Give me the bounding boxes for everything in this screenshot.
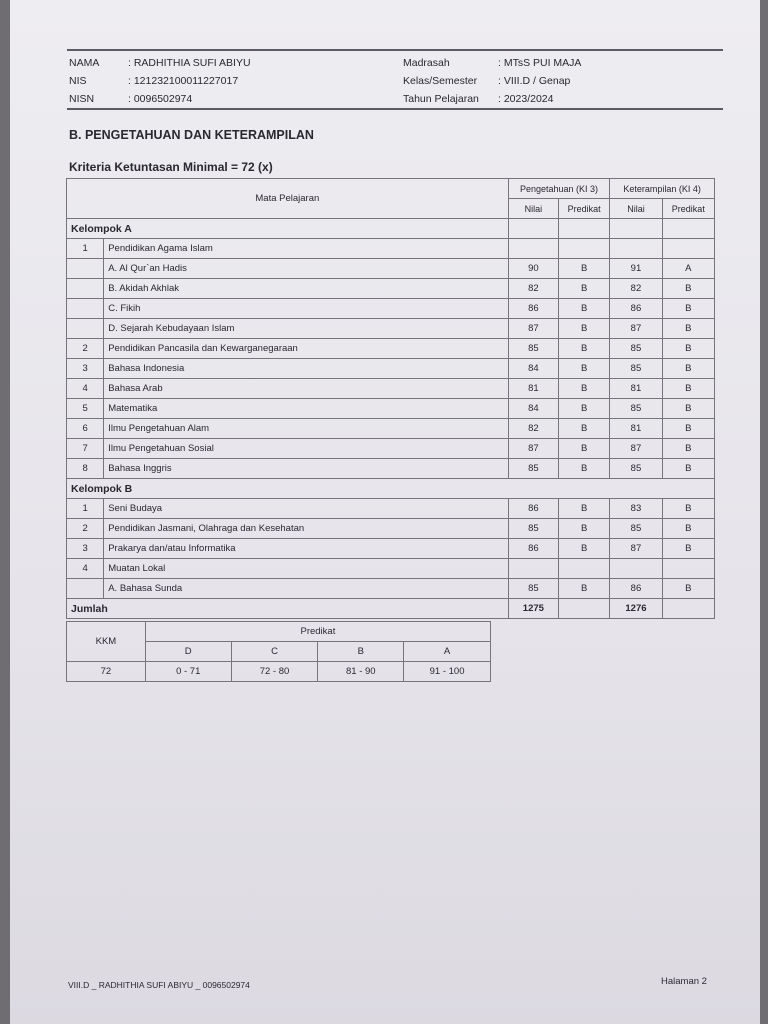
subject-name: A. Al Qur`an Hadis — [104, 259, 508, 279]
total-knowledge: 1275 — [508, 599, 558, 619]
skill-grade: B — [662, 359, 714, 379]
skill-grade: B — [662, 439, 714, 459]
table-row — [67, 519, 715, 539]
knowledge-grade — [559, 239, 610, 259]
skill-grade: B — [662, 299, 714, 319]
knowledge-header: Pengetahuan (KI 3) — [508, 179, 610, 199]
skill-grade: B — [662, 459, 714, 479]
nis-value: : 121232100011227017 — [128, 75, 239, 87]
subject-name: Bahasa Arab — [104, 379, 508, 399]
skill-predikat-header: Predikat — [662, 199, 714, 219]
row-number: 3 — [67, 539, 104, 559]
subject-name: A. Bahasa Sunda — [104, 579, 508, 599]
skill-score: 86 — [610, 579, 662, 599]
subject-name: Bahasa Inggris — [104, 459, 508, 479]
table-row — [67, 459, 715, 479]
group-a-label: Kelompok A — [67, 219, 509, 239]
knowledge-grade: B — [559, 299, 610, 319]
grade-a: A — [404, 642, 491, 662]
knowledge-grade — [559, 559, 610, 579]
subject-name: Pendidikan Agama Islam — [104, 239, 508, 259]
knowledge-grade: B — [559, 499, 610, 519]
skill-score: 87 — [610, 539, 662, 559]
skill-nilai-header: Nilai — [610, 199, 662, 219]
knowledge-score: 84 — [508, 399, 558, 419]
skill-score: 91 — [610, 259, 662, 279]
knowledge-score: 87 — [508, 319, 558, 339]
section-title: B. PENGETAHUAN DAN KETERAMPILAN — [69, 128, 314, 142]
report-page — [10, 0, 760, 1024]
row-number: 2 — [67, 339, 104, 359]
knowledge-nilai-header: Nilai — [508, 199, 558, 219]
table-row — [67, 439, 715, 459]
skill-score: 87 — [610, 319, 662, 339]
nisn-label: NISN — [69, 93, 95, 105]
subject-name: Ilmu Pengetahuan Sosial — [104, 439, 508, 459]
skill-grade — [662, 239, 714, 259]
range-b: 81 - 90 — [318, 662, 404, 682]
row-number: 6 — [67, 419, 104, 439]
knowledge-grade: B — [559, 579, 610, 599]
skill-score — [610, 239, 662, 259]
knowledge-score: 84 — [508, 359, 558, 379]
knowledge-grade: B — [559, 539, 610, 559]
subject-name: C. Fikih — [104, 299, 508, 319]
skill-grade: B — [662, 339, 714, 359]
skill-grade: B — [662, 419, 714, 439]
skill-grade: B — [662, 279, 714, 299]
knowledge-score: 86 — [508, 499, 558, 519]
subject-name: B. Akidah Akhlak — [104, 279, 508, 299]
skill-grade: B — [662, 519, 714, 539]
table-row — [67, 399, 715, 419]
kelas-label: Kelas/Semester — [403, 75, 478, 87]
skill-score: 86 — [610, 299, 662, 319]
tahun-label: Tahun Pelajaran — [403, 93, 479, 105]
subject-name: D. Sejarah Kebudayaan Islam — [104, 319, 508, 339]
knowledge-score: 82 — [508, 419, 558, 439]
row-number: 2 — [67, 519, 104, 539]
table-row — [67, 499, 715, 519]
knowledge-score: 81 — [508, 379, 558, 399]
row-number: 7 — [67, 439, 104, 459]
knowledge-grade: B — [559, 259, 610, 279]
subject-name: Pendidikan Jasmani, Olahraga dan Kesehatan — [104, 519, 508, 539]
skill-score: 87 — [610, 439, 662, 459]
skill-grade: B — [662, 399, 714, 419]
tahun-value: : 2023/2024 — [498, 93, 554, 105]
knowledge-grade: B — [559, 339, 610, 359]
row-number: 3 — [67, 359, 104, 379]
table-row — [67, 279, 715, 299]
table-row — [67, 539, 715, 559]
subject-name: Pendidikan Pancasila dan Kewarganegaraan — [104, 339, 508, 359]
grade-b: B — [318, 642, 404, 662]
name-value: : RADHITHIA SUFI ABIYU — [128, 57, 251, 69]
header-bottom-rule — [67, 108, 723, 110]
knowledge-grade: B — [559, 319, 610, 339]
knowledge-score: 85 — [508, 339, 558, 359]
knowledge-predikat-header: Predikat — [559, 199, 610, 219]
kkm-predikat-header: Predikat — [145, 622, 490, 642]
row-number — [67, 259, 104, 279]
table-row — [67, 359, 715, 379]
group-b-label: Kelompok B — [67, 479, 715, 499]
skill-score — [610, 559, 662, 579]
skill-grade — [662, 559, 714, 579]
table-row — [67, 339, 715, 359]
kkm-criteria: Kriteria Ketuntasan Minimal = 72 (x) — [69, 160, 273, 174]
knowledge-grade: B — [559, 379, 610, 399]
knowledge-score — [508, 559, 558, 579]
nis-label: NIS — [69, 75, 87, 87]
table-row — [67, 259, 715, 279]
kkm-value: 72 — [67, 662, 146, 682]
skill-score: 85 — [610, 359, 662, 379]
knowledge-score — [508, 239, 558, 259]
row-number: 1 — [67, 239, 104, 259]
knowledge-score: 85 — [508, 459, 558, 479]
skill-grade: B — [662, 539, 714, 559]
subject-name: Matematika — [104, 399, 508, 419]
name-label: NAMA — [69, 57, 100, 69]
header-top-rule — [67, 49, 723, 51]
table-row — [67, 419, 715, 439]
subject-name: Ilmu Pengetahuan Alam — [104, 419, 508, 439]
grade-c: C — [231, 642, 318, 662]
knowledge-score: 85 — [508, 519, 558, 539]
skill-score: 81 — [610, 419, 662, 439]
skill-grade: B — [662, 319, 714, 339]
table-row — [67, 319, 715, 339]
knowledge-grade: B — [559, 459, 610, 479]
row-number: 4 — [67, 379, 104, 399]
footer-student-id: VIII.D _ RADHITHIA SUFI ABIYU _ 0096502974 — [68, 980, 250, 990]
kkm-table — [66, 621, 491, 682]
range-c: 72 - 80 — [231, 662, 318, 682]
skill-score: 82 — [610, 279, 662, 299]
table-row — [67, 379, 715, 399]
knowledge-score: 85 — [508, 579, 558, 599]
grades-table — [66, 178, 715, 619]
madrasah-value: : MTsS PUI MAJA — [498, 57, 582, 69]
madrasah-label: Madrasah — [403, 57, 450, 69]
skill-header: Keterampilan (KI 4) — [610, 179, 715, 199]
row-number — [67, 299, 104, 319]
skill-score: 81 — [610, 379, 662, 399]
kelas-value: : VIII.D / Genap — [498, 75, 571, 87]
table-row — [67, 579, 715, 599]
knowledge-score: 82 — [508, 279, 558, 299]
knowledge-score: 86 — [508, 299, 558, 319]
skill-score: 85 — [610, 399, 662, 419]
total-label: Jumlah — [67, 599, 509, 619]
subject-header: Mata Pelajaran — [67, 179, 509, 219]
knowledge-grade: B — [559, 279, 610, 299]
skill-score: 83 — [610, 499, 662, 519]
skill-score: 85 — [610, 339, 662, 359]
knowledge-score: 86 — [508, 539, 558, 559]
row-number: 5 — [67, 399, 104, 419]
subject-name: Prakarya dan/atau Informatika — [104, 539, 508, 559]
skill-grade: A — [662, 259, 714, 279]
range-d: 0 - 71 — [145, 662, 231, 682]
grade-d: D — [145, 642, 231, 662]
knowledge-grade: B — [559, 419, 610, 439]
knowledge-grade: B — [559, 359, 610, 379]
knowledge-grade: B — [559, 439, 610, 459]
subject-name: Seni Budaya — [104, 499, 508, 519]
knowledge-grade: B — [559, 519, 610, 539]
row-number — [67, 579, 104, 599]
footer-page-number: Halaman 2 — [661, 976, 707, 987]
kkm-header: KKM — [67, 622, 146, 662]
skill-grade: B — [662, 499, 714, 519]
skill-grade: B — [662, 579, 714, 599]
nisn-value: : 0096502974 — [128, 93, 193, 105]
total-skill: 1276 — [610, 599, 662, 619]
knowledge-score: 87 — [508, 439, 558, 459]
range-a: 91 - 100 — [404, 662, 491, 682]
row-number: 1 — [67, 499, 104, 519]
table-row — [67, 559, 715, 579]
skill-score: 85 — [610, 459, 662, 479]
knowledge-grade: B — [559, 399, 610, 419]
skill-score: 85 — [610, 519, 662, 539]
row-number — [67, 279, 104, 299]
table-row — [67, 299, 715, 319]
row-number: 4 — [67, 559, 104, 579]
row-number — [67, 319, 104, 339]
skill-grade: B — [662, 379, 714, 399]
subject-name: Muatan Lokal — [104, 559, 508, 579]
knowledge-score: 90 — [508, 259, 558, 279]
table-row — [67, 239, 715, 259]
subject-name: Bahasa Indonesia — [104, 359, 508, 379]
row-number: 8 — [67, 459, 104, 479]
